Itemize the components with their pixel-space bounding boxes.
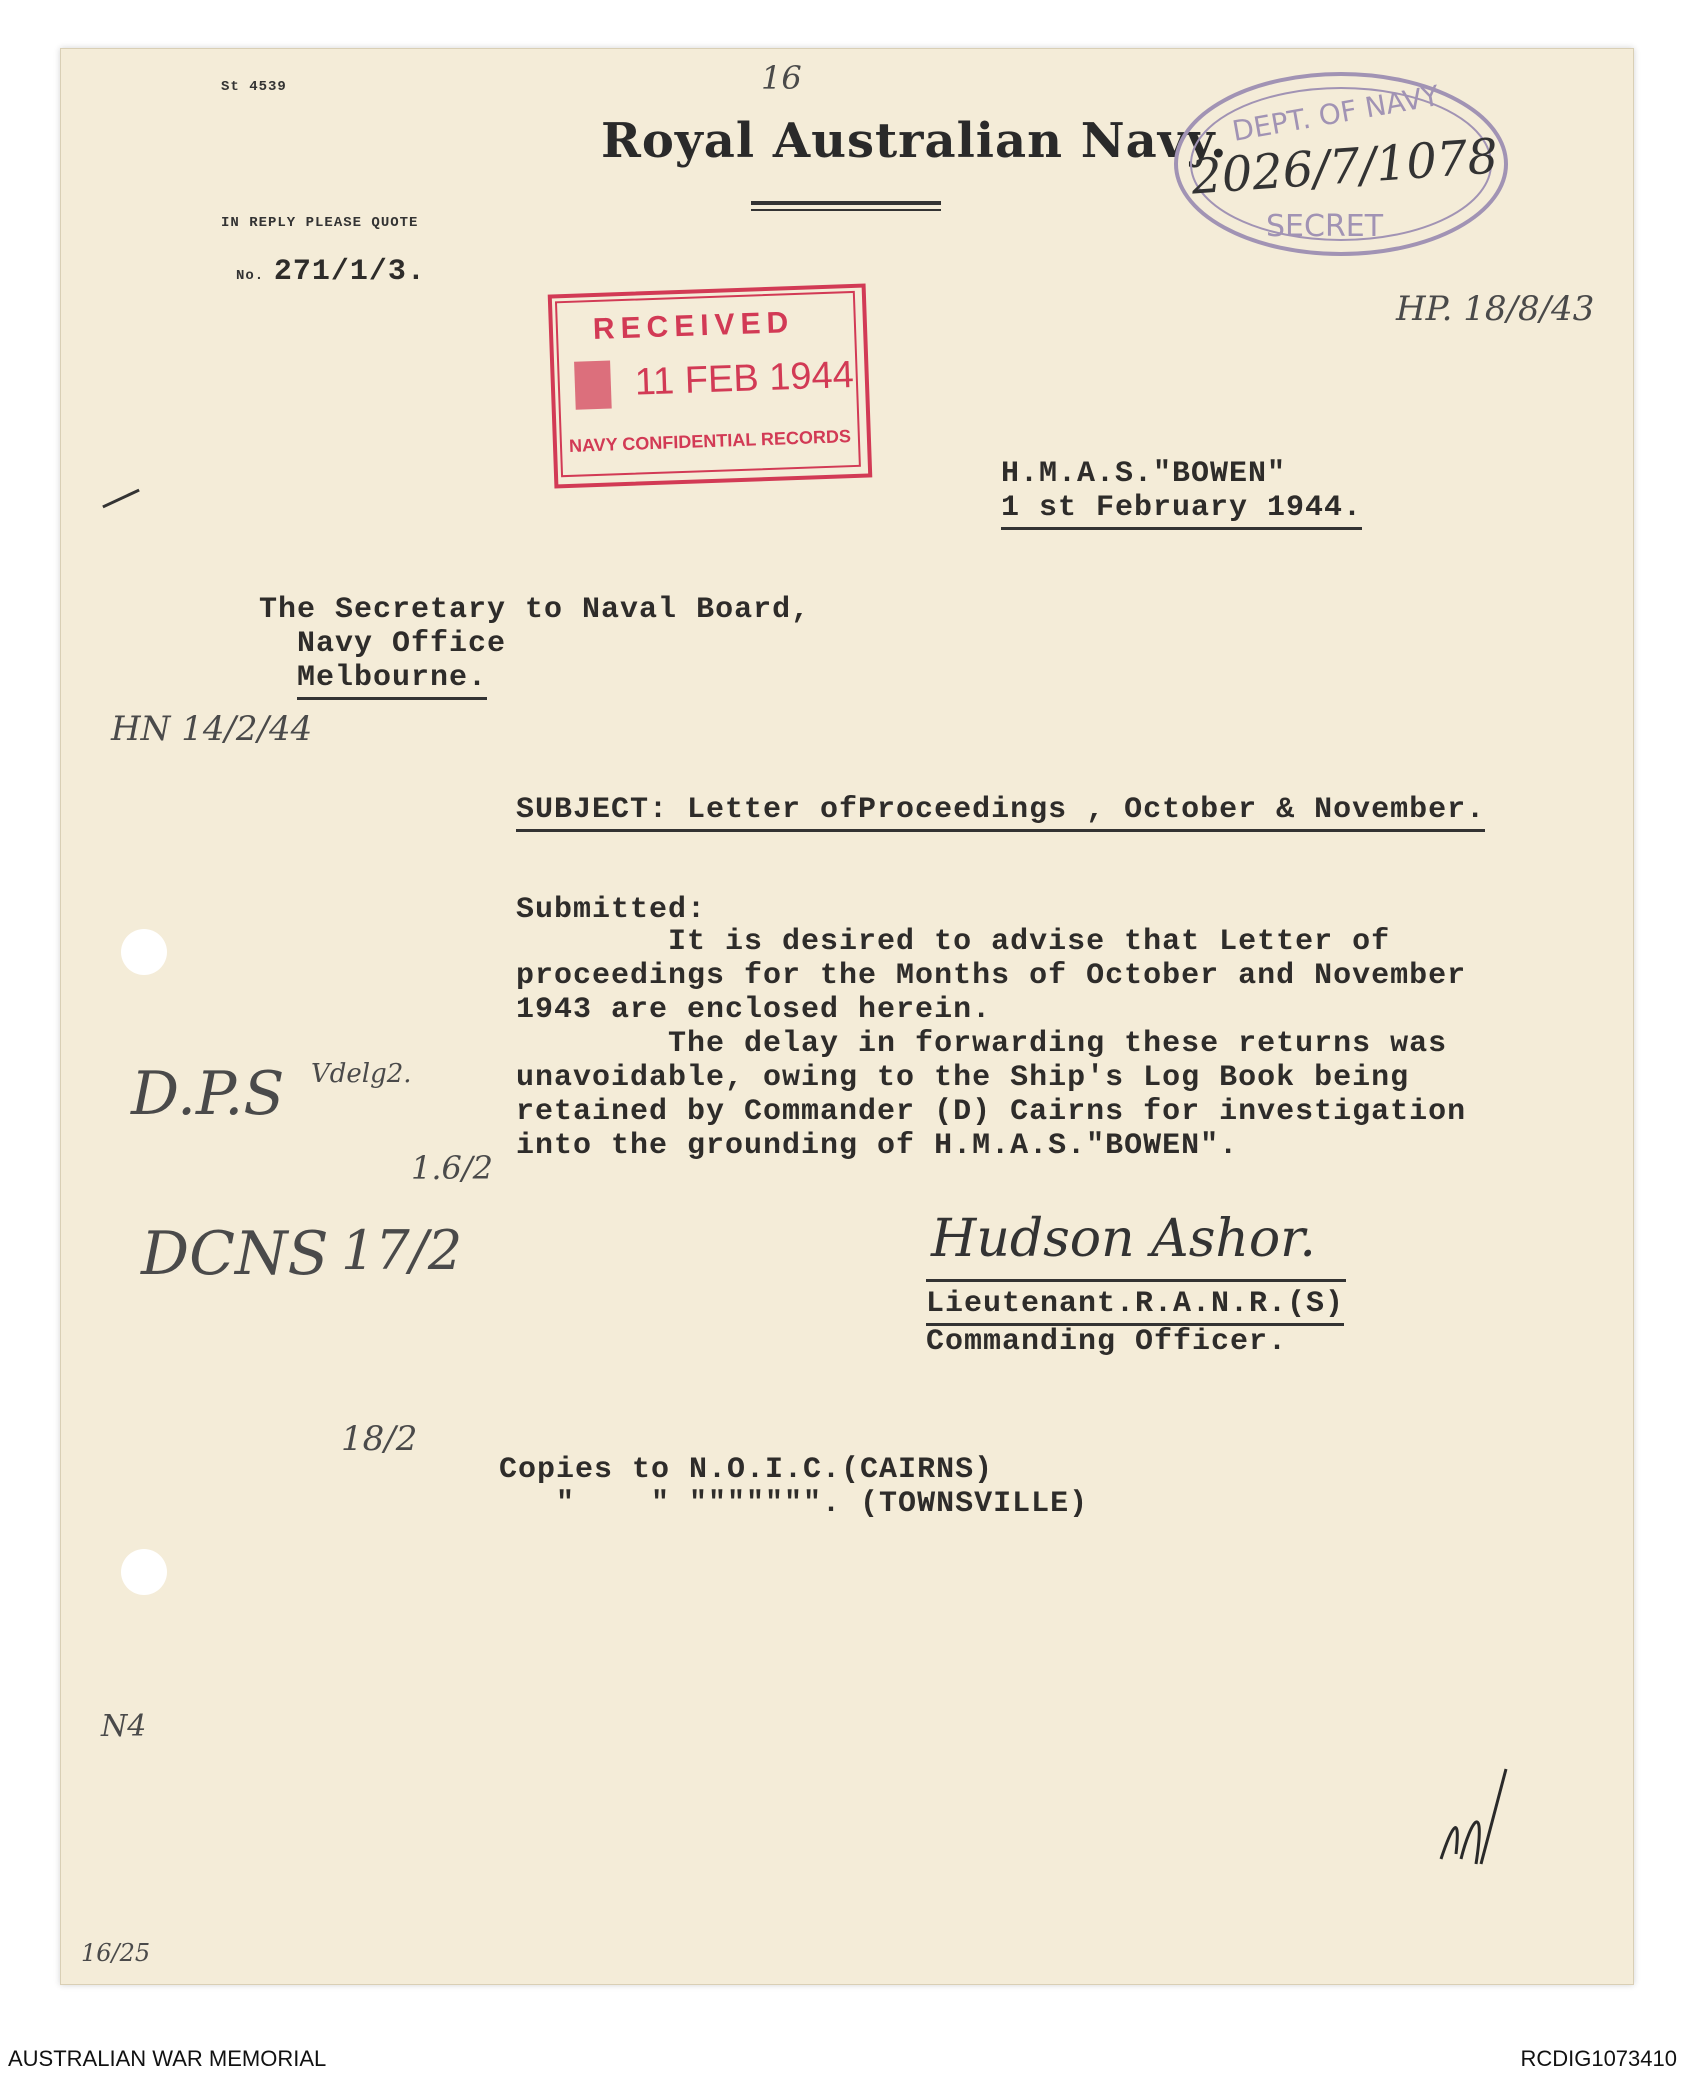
body-line-6: retained by Commander (D) Cairns for investigation [516,1095,1467,1129]
body-line-5: unavoidable, owing to the Ship's Log Book being [516,1061,1410,1095]
punch-hole [121,1549,167,1595]
received-stamp-date: 11 FEB 1944 [634,353,855,404]
body-line-3: 1943 are enclosed herein. [516,993,992,1027]
initials-mark [1431,1759,1521,1879]
signature-title: Commanding Officer. [926,1325,1288,1359]
margin-note-1: HN 14/2/44 [111,709,313,749]
submitted-label: Submitted: [516,893,707,927]
body-line-7: into the grounding of H.M.A.S."BOWEN". [516,1129,1239,1163]
page-number: 16 [761,59,802,97]
margin-tick [102,489,140,509]
ship-name: H.M.A.S."BOWEN" [1001,457,1287,491]
copies-line-2: " " """"""". (TOWNSVILLE) [499,1487,1089,1521]
masthead: Royal Australian Navy. [601,113,1228,169]
hp-note: HP. 18/8/43 [1396,289,1595,329]
reply-number [236,255,426,289]
margin-note-dps: D.P.S [131,1059,285,1129]
reply-no-label: No. [236,268,265,284]
signature-rule [926,1279,1346,1282]
margin-note-dps-initials: Vdelg2. [311,1059,412,1089]
subject-line: SUBJECT: Letter ofProceedings , October & November. [516,793,1485,832]
crest-icon [574,360,612,409]
margin-note-dps-date: 1.6/2 [411,1149,494,1187]
received-stamp-title: RECEIVED [592,306,795,347]
copies-line-1: Copies to N.O.I.C.(CAIRNS) [499,1453,994,1487]
footer-left: AUSTRALIAN WAR MEMORIAL [8,2046,327,2071]
footer-right: RCDIG1073410 [1520,2046,1677,2071]
addressee-line-3: Melbourne. [297,661,487,700]
navy-stamp-bottom: SECRET [1266,209,1384,244]
masthead-rule [751,209,941,211]
document-sheet [60,48,1634,1985]
signature-rank: Lieutenant.R.A.N.R.(S) [926,1287,1344,1326]
letter-date: 1 st February 1944. [1001,491,1362,530]
navy-stamp-number: 2026/7/1078 [1189,128,1500,206]
form-number: St 4539 [221,79,287,95]
margin-note-n4: N4 [101,1709,147,1744]
margin-note-dcns: DCNS [141,1219,329,1289]
margin-note-dcns-date: 17/2 [341,1219,463,1282]
punch-hole [121,929,167,975]
margin-note-bottom-left: 16/25 [81,1939,151,1967]
masthead-rule [751,201,941,205]
navy-stamp-top: DEPT. OF NAVY [1229,79,1442,148]
reply-label: IN REPLY PLEASE QUOTE [221,215,419,231]
addressee-line-2: Navy Office [297,627,507,661]
received-stamp-footer: NAVY CONFIDENTIAL RECORDS [568,426,852,456]
margin-note-3: 18/2 [341,1419,418,1459]
body-line-2: proceedings for the Months of October and November [516,959,1467,993]
body-line-4: The delay in forwarding these returns was [516,1027,1448,1061]
reply-no-value: 271/1/3. [273,255,426,289]
body-line-1: It is desired to advise that Letter of [516,925,1391,959]
signature: Hudson Ashor. [931,1209,1316,1269]
received-stamp [548,284,873,489]
navy-stamp [1171,69,1511,259]
addressee-line-1: The Secretary to Naval Board, [259,593,811,627]
